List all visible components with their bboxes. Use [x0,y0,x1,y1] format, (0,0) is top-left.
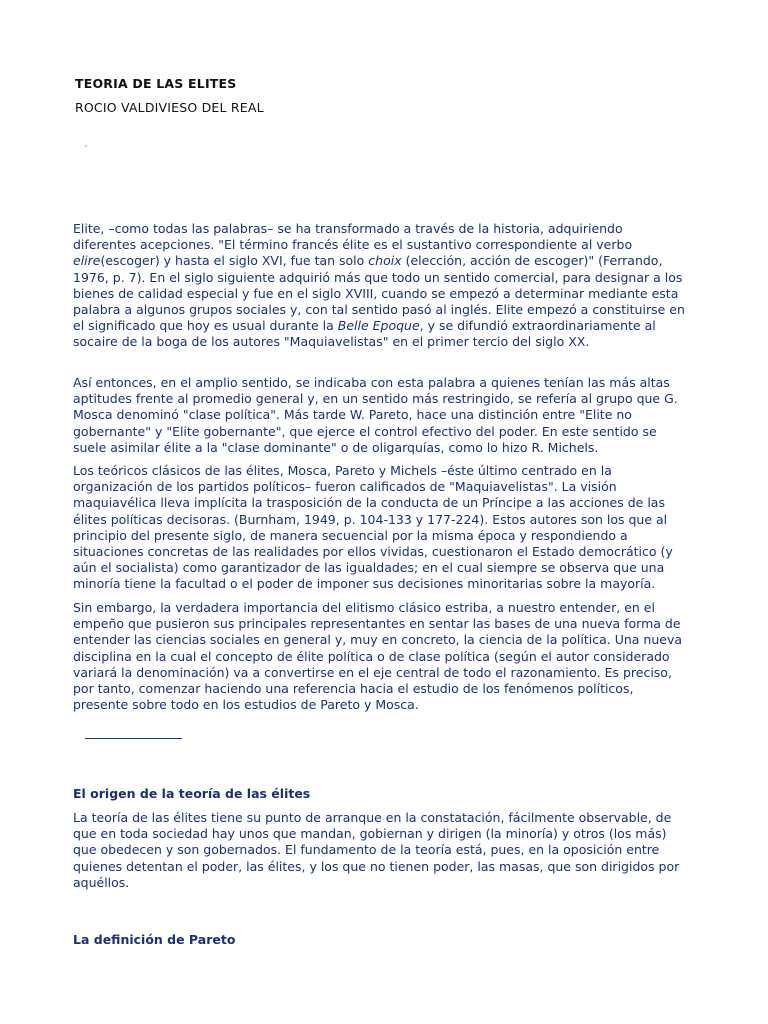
paragraph-text: Elite, –como todas las palabras– se ha transformado a través de la historia, adquiriendo diferentes acepciones. "El término francés élite es el sustantivo correspondiente al verbo [73,221,633,253]
document-author: ROCIO VALDIVIESO DEL REAL [75,100,264,115]
heading-pareto: La definición de Pareto [73,932,236,947]
paragraph-text: (escoger) y hasta el siglo XVI, fue tan solo [100,253,369,269]
paragraph-classical-theorists: Los teóricos clásicos de las élites, Mosca, Pareto y Michels –éste último centrado en la organización de los partidos políticos– fueron calificados de "Maquiavelistas". La visión maquiavélica lleva implícita la trasposición de la conducta de un Príncipe a las acciones de las élites políticas decisoras. (Burnham, 1949, p. 104-133 y 177-224). Estos autores son los que al principio del presente siglo, de manera secuencial por la misma época y respondiendo a situaciones concretas de las realidades por ellos vividas, cuestionaron el Estado democrático (y aún el socialista) como garantizador de las igualdades; en el cual siempre se observa que una minoría tiene la facultad o el poder de imponer sus decisiones minoritarias sobre la mayoría. [73,463,673,592]
section-divider [85,738,182,739]
paragraph-broad-sense: Así entonces, en el amplio sentido, se indicaba con esta palabra a quienes tenían las más altas aptitudes frente al promedio general y, en un sentido más restringido, se refería al grupo que G. Mosca denominó "clase política". Más tarde W. Pareto, hace una distinción entre "Elite no gobernante" y "Elite gobernante", que ejerce el control efectivo del poder. En este sentido se suele asimilar élite a la "clase dominante" o de oligarquías, como lo hizo R. Michels. [73,375,678,455]
document-title: TEORIA DE LAS ELITES [75,76,237,91]
paragraph-text: , y se difundió extraordinariamente al socaire de la boga de los autores "Maquiavelistas" en el primer tercio del siglo XX. [73,318,656,350]
paragraph-importance: Sin embargo, la verdadera importancia del elitismo clásico estriba, a nuestro entender, en el empeño que pusieron sus principales representantes en sentar las bases de una nueva forma de entender las ciencias sociales en general y, muy en concreto, la ciencia de la política. Una nueva disciplina en la cual el concepto de élite política o de clase política (según el autor considerado variará la denominación) va a convertirse en el eje central de todo el razonamiento. Es preciso, por tanto, comenzar haciendo una referencia hacia el estudio de los fenómenos políticos, presente sobre todo en los estudios de Pareto y Mosca. [73,600,683,713]
italic-term-belle-epoque: Belle Epoque [337,318,420,334]
italic-term-elire: elire [73,253,101,269]
paragraph-origin: La teoría de las élites tiene su punto de arranque en la constatación, fácilmente observable, de que en toda sociedad hay unos que mandan, gobiernan y dirigen (la minoría) y otros (los más) que obedecen y son gobernados. El fundamento de la teoría está, pues, en la oposición entre quienes detentan el poder, las élites, y los que no tienen poder, las masas, que son dirigidos por aquéllos. [73,810,680,890]
paragraph-text: (elección, acción de escoger)" (Ferrando, 1976, p. 7). En el siglo siguiente adquirió más que todo un sentido comercial, para designar a los bienes de calidad especial y fue en el siglo XVIII, cuando se empezó a determinar mediante esta palabra a algunos grupos sociales y, con tal sentido pasó al inglés. Elite empezó a constituirse en el significado que hoy es usual durante la [73,253,685,334]
italic-term-choix: choix [368,253,402,269]
heading-origin: El origen de la teoría de las élites [73,786,311,801]
paragraph-etymology [73,221,689,351]
decorative-dot [85,145,87,147]
